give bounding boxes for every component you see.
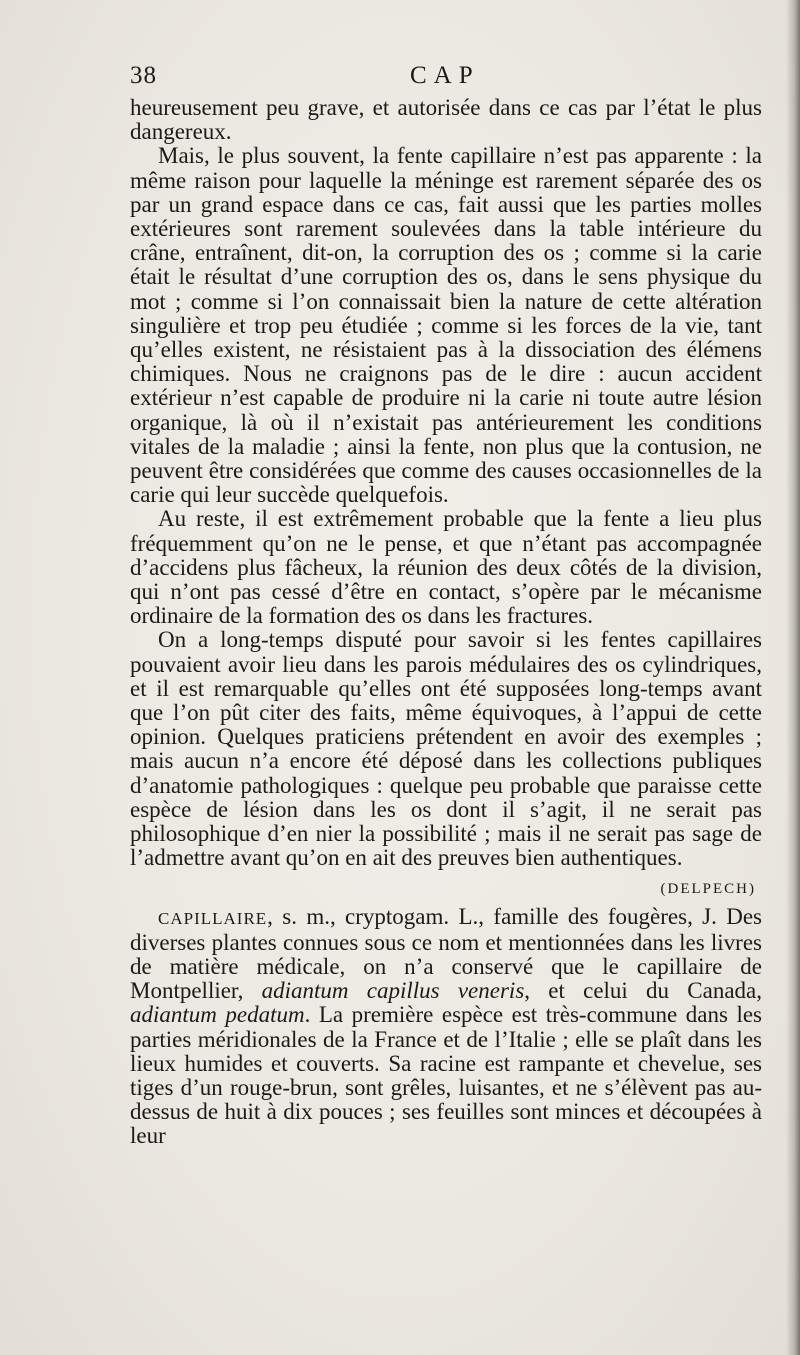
entry-headword: CAPILLAIRE (158, 908, 268, 928)
entry-text-2: , et celui du Canada, (524, 978, 762, 1004)
page-edge-shadow (786, 0, 800, 1355)
paragraph-os-cylindriques: On a long-temps disputé pour savoir si les fentes capillaires pouvaient avoir lieu dans les parois médulaires des os cylindriques, et il est remarquable qu’elles ont été supposées long-temps avant que l’on pût citer des faits, même équivoques, à l’appui de cette opinion. Quelques praticiens prétendent en avoir des exemples ; mais aucun n’a encore été déposé dans les collections publiques d’anatomie pathologiques : quelque peu probable que paraisse cette espèce de lésion dans les os dont il s’agit, il ne serait pas philosophique d’en nier la possibilité ; mais il ne serait pas sage de l’admettre avant qu’on en ait des preuves bien authentiques. (130, 627, 762, 871)
paragraph-fente-apparente: Mais, le plus souvent, la fente capillaire n’est pas apparente : la même raison pour laquelle la méninge est rarement séparée des os par un grand espace dans ce cas, fait aussi que les parties molles extérieures sont rarement soulevées dans la table intérieure du crâne, entraînent, dit-on, la corruption des os ; comme si la carie était le résultat d’une corruption des os, dans le sens physique du mot ; comme si l’on connaissait bien la nature de cette altération singulière et trop peu étudiée ; comme si les forces de la vie, tant qu’elles existent, ne résistaient pas à la dissociation des élémens chimiques. Nous ne craignons pas de le dire : aucun accident extérieur n’est capable de produire ni la carie ni toute autre lésion organique, là où il n’existait pas antérieurement les conditions vitales de la maladie ; ainsi la fente, non plus que la contusion, ne peuvent être considérées que comme des causes occasionnelles de la carie qui leur succède quelquefois. (130, 143, 762, 508)
paragraph-reunion: Au reste, il est extrêmement probable que la fente a lieu plus fréquemment qu’on ne le pense, et que n’étant pas accompagnée d’accidens plus fâcheux, la réunion des deux côtés de la division, qui n’ont pas cessé d’être en contact, s’opère par le mécanisme ordinaire de la formation des os dans les fractures. (130, 506, 762, 629)
latin-name-1: adiantum capillus veneris (261, 978, 525, 1004)
body-text (130, 96, 762, 1149)
author-signature: (DELPECH) (660, 880, 756, 897)
page-number: 38 (130, 62, 157, 89)
dictionary-entry-capillaire (130, 905, 762, 1149)
entry-text-1: , s. m., cryptogam. L., famille des fougères, J. Des diverses plantes connues sous ce nom et mentionnées dans les livres de matière médicale, on n’a conservé que le capillaire de Montpellier, (130, 903, 762, 1004)
running-head: CAP (410, 62, 480, 89)
entry-text-3: . La première espèce est très-commune dans les parties méridionales de la France et de l’Italie ; elle se plaît dans les lieux humides et couverts. Sa racine est rampante et chevelue, ses tiges d’un rouge-brun, sont grêles, luisantes, et ne s’élèvent pas au-dessus de huit à dix pouces ; ses feuilles sont minces et découpées à leur (130, 1002, 762, 1149)
page-header (130, 62, 762, 92)
paragraph-continuation: heureusement peu grave, et autorisée dans ce cas par l’état le plus dangereux. (130, 95, 762, 145)
latin-name-2: adiantum pedatum (130, 1002, 305, 1028)
